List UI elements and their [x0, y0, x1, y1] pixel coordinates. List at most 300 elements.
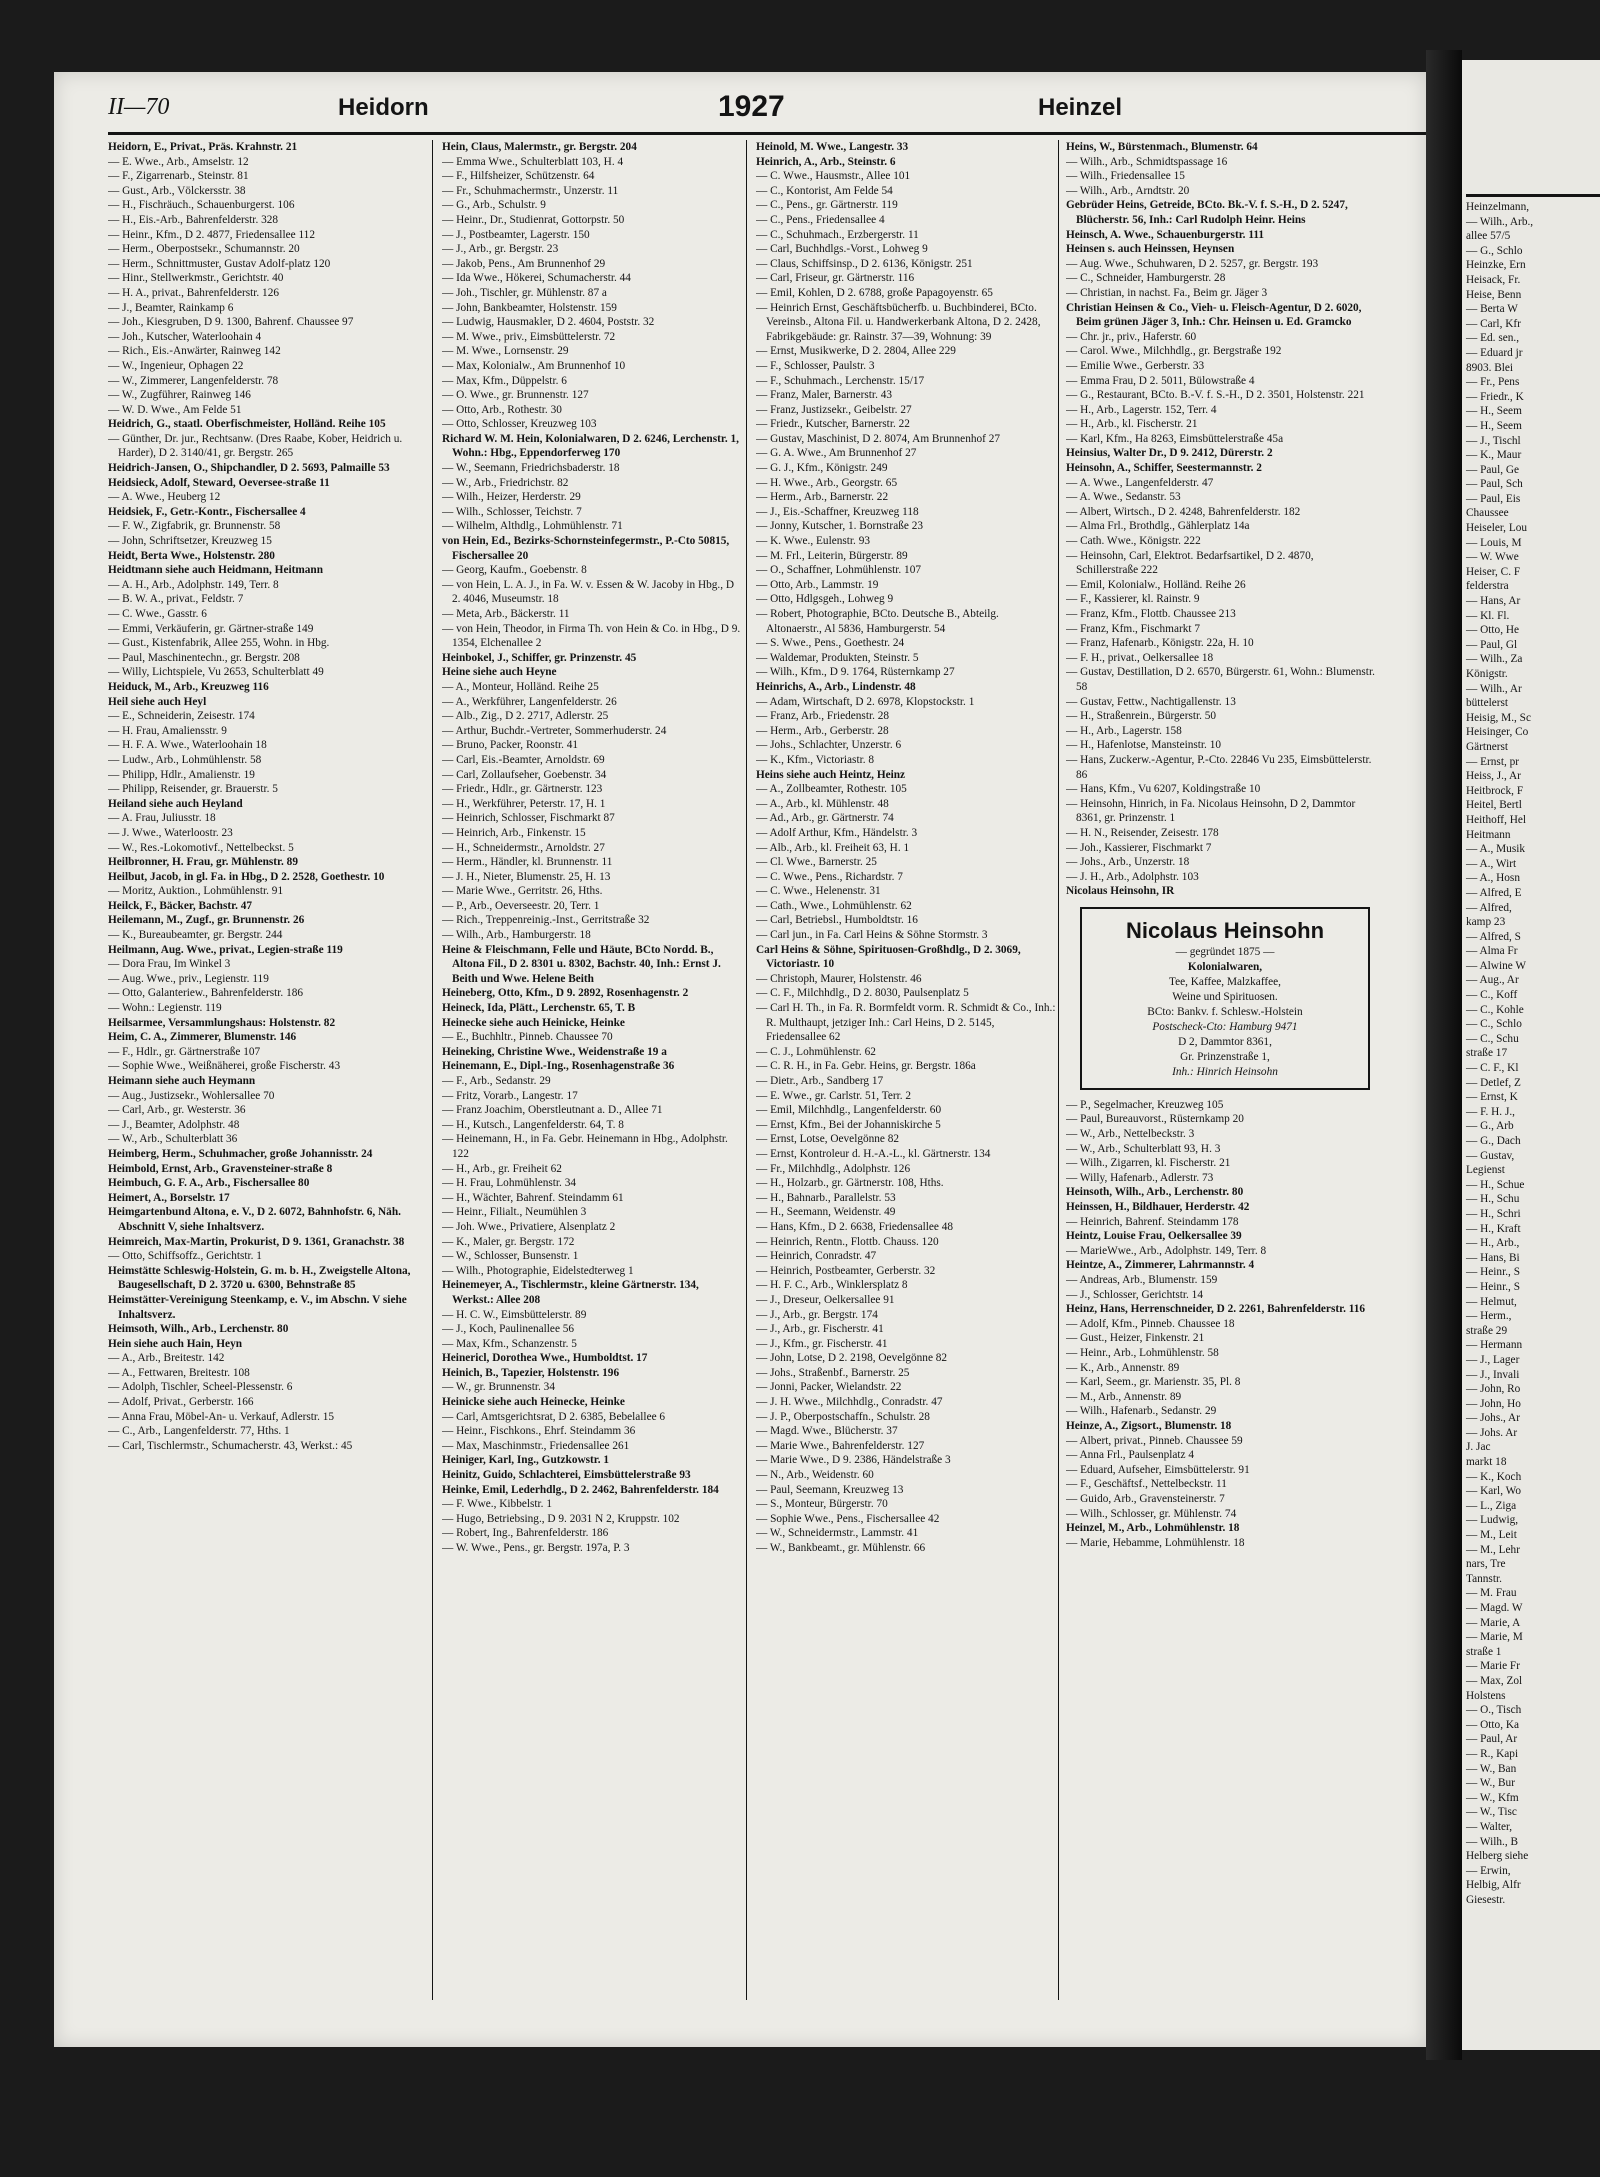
directory-entry: — Johs., Schlachter, Unzerstr. 6 — [756, 739, 902, 752]
directory-entry: — Franz, Kfm., Fischmarkt 7 — [1066, 622, 1200, 635]
advertisement-title: Nicolaus Heinsohn — [1125, 917, 1325, 943]
directory-entry: — W., Seemann, Friedrichsbaderstr. 18 — [442, 462, 620, 475]
first-name-on-page: Heidorn — [338, 94, 429, 121]
directory-entry: — H., Arb., Lagerstr. 158 — [1066, 724, 1182, 737]
directory-entry: — Willy, Hafenarb., Adlerstr. 73 — [1066, 1171, 1214, 1184]
directory-entry: Heimreich, Max-Martin, Prokurist, D 9. 1361, Granachstr. 38 — [108, 1235, 405, 1248]
next-page-entry: — W., Bur — [1466, 1777, 1515, 1790]
directory-entry: — C., Arb., Langenfelderstr. 77, Hths. 1 — [108, 1425, 290, 1438]
directory-entry: Heimstätte Schleswig-Holstein, G. m. b. H., Zweigstelle Altona, Baugesellschaft, D 2. 3720 u. 6300, Behnstraße 85 — [108, 1264, 411, 1292]
directory-entry: — Robert, Ing., Bahrenfelderstr. 186 — [442, 1527, 609, 1540]
directory-entry: — Max, Maschinmstr., Friedensallee 261 — [442, 1439, 630, 1452]
next-page-entry: — J., Invali — [1466, 1368, 1520, 1381]
next-page-entry: — Herm., — [1466, 1310, 1512, 1323]
directory-entry: Heim, C. A., Zimmerer, Blumenstr. 146 — [108, 1031, 297, 1044]
next-page-entry: — A., Hosn — [1466, 872, 1520, 885]
directory-entry: — Emma Frau, D 2. 5011, Bülowstraße 4 — [1066, 374, 1255, 387]
directory-entry: — W., Zimmerer, Langenfelderstr. 78 — [108, 374, 279, 387]
directory-entry: — J. Wwe., Waterloostr. 23 — [108, 826, 233, 839]
next-page-entry: — W., Tisc — [1466, 1806, 1517, 1819]
next-page-entry: 8903. Blei — [1466, 361, 1514, 374]
next-page-entries — [1466, 200, 1600, 1907]
directory-entry: Heiniger, Karl, Ing., Gutzkowstr. 1 — [442, 1454, 610, 1467]
directory-entry: — Robert, Photographie, BCto. Deutsche B., Abteilg. Altonaerstr., Al 5836, Hamburgerstr. 54 — [756, 608, 999, 635]
next-page-entry: — Paul, Ge — [1466, 463, 1520, 476]
next-page-entry: — Johs. Ar — [1466, 1426, 1518, 1439]
directory-entry: — A. Wwe., Sedanstr. 53 — [1066, 491, 1181, 504]
directory-entry: — Carl, Friseur, gr. Gärtnerstr. 116 — [756, 272, 915, 285]
directory-entry: — Adam, Wirtschaft, D 2. 6978, Klopstockstr. 1 — [756, 695, 975, 708]
directory-entry: Hein siehe auch Hain, Heyn — [108, 1337, 243, 1350]
directory-entry: — W. D. Wwe., Am Felde 51 — [108, 403, 242, 416]
directory-entry: — Otto, Schlosser, Kreuzweg 103 — [442, 418, 597, 431]
directory-entry: Carl Heins & Söhne, Spirituosen-Großhdlg., D 2. 3069, Victoriastr. 10 — [756, 943, 1021, 971]
next-page-entry: — O., Tisch — [1466, 1704, 1522, 1717]
next-page-entry: — Alma Fr — [1466, 945, 1518, 958]
directory-entry: Heidt, Berta Wwe., Holstenstr. 280 — [108, 549, 275, 562]
directory-entry: Heinitz, Guido, Schlachterei, Eimsbüttelerstraße 93 — [442, 1469, 691, 1482]
directory-entry: — Max, Kfm., Düppelstr. 6 — [442, 374, 567, 387]
directory-entry: — E., Buchhltr., Pinneb. Chaussee 70 — [442, 1031, 613, 1044]
next-page-entry: — M., Lehr — [1466, 1543, 1520, 1556]
next-page-entry: — Carl, Kfr — [1466, 317, 1521, 330]
advertisement-line: Gr. Prinzenstraße 1, — [1180, 1050, 1270, 1063]
directory-entry: — J., Arb., gr. Bergstr. 23 — [442, 243, 559, 256]
next-page-entry: — H., Schu — [1466, 1193, 1520, 1206]
directory-entry: — Franz, Arb., Friedenstr. 28 — [756, 710, 890, 723]
directory-entry: — Heinrich, Rentn., Flottb. Chauss. 120 — [756, 1235, 939, 1248]
directory-entry: Heinsohn, A., Schiffer, Seestermannstr. 2 — [1066, 462, 1262, 475]
next-page-entry: Helberg siehe — [1466, 1850, 1529, 1863]
directory-entry: Heins siehe auch Heintz, Heinz — [756, 768, 906, 781]
directory-entry: — Philipp, Hdlr., Amalienstr. 19 — [108, 768, 255, 781]
directory-entry: — H. N., Reisender, Zeisestr. 178 — [1066, 826, 1219, 839]
directory-entry: Heine siehe auch Heyne — [442, 666, 557, 679]
directory-entry: — Marie Wwe., Bahrenfelderstr. 127 — [756, 1439, 925, 1452]
next-page-entry: — Wilh., B — [1466, 1835, 1519, 1848]
next-page-entry: — Alwine W — [1466, 959, 1527, 972]
directory-entry: Heiland siehe auch Heyland — [108, 797, 243, 810]
directory-entry: Heimsoth, Wilh., Arb., Lerchenstr. 80 — [108, 1323, 289, 1336]
directory-entry: — Dora Frau, Im Winkel 3 — [108, 958, 231, 971]
directory-entry: — Carl, Betriebsl., Humboldtstr. 16 — [756, 914, 918, 927]
advertisement-line: Kolonialwaren, — [1187, 960, 1263, 973]
directory-entry: — J. H., Nieter, Blumenstr. 25, H. 13 — [442, 870, 611, 883]
next-page-entry: — Berta W — [1466, 303, 1518, 316]
next-page-entry: Heiser, C. F — [1466, 565, 1521, 578]
directory-entry: — Emmi, Verkäuferin, gr. Gärtner-straße 149 — [108, 622, 314, 635]
next-page-entry: — H., Schue — [1466, 1178, 1525, 1191]
directory-entry: Heinssen, H., Bildhauer, Herderstr. 42 — [1066, 1201, 1250, 1214]
directory-entry: — Marie Wwe., D 9. 2386, Händelstraße 3 — [756, 1454, 951, 1467]
directory-entry: — Joh., Kiesgruben, D 9. 1300, Bahrenf. Chaussee 97 — [108, 316, 354, 329]
directory-entry: — Albert, privat., Pinneb. Chaussee 59 — [1066, 1434, 1243, 1447]
directory-entry: — O. Wwe., gr. Brunnenstr. 127 — [442, 389, 589, 402]
directory-entry: — Heinrich, Bahrenf. Steindamm 178 — [1066, 1215, 1239, 1228]
directory-entry: — Carl, Tischlermstr., Schumacherstr. 43, Werkst.: 45 — [108, 1439, 353, 1452]
next-page-entry: kamp 23 — [1466, 916, 1506, 929]
directory-entry: — H., Straßenrein., Bürgerstr. 50 — [1066, 710, 1217, 723]
directory-entry: — Wilh., Heizer, Herderstr. 29 — [442, 491, 581, 504]
directory-entry: — Otto, Schiffsoffz., Gerichtstr. 1 — [108, 1250, 262, 1263]
next-page-entry: — John, Ro — [1466, 1383, 1521, 1396]
directory-entry: Heineberg, Otto, Kfm., D 9. 2892, Rosenhagenstr. 2 — [442, 987, 689, 1000]
directory-entry: — O., Schaffner, Lohmühlenstr. 107 — [756, 564, 922, 577]
next-page-entry: nars, Tre — [1466, 1558, 1506, 1571]
directory-entry: — H. A., privat., Bahrenfelderstr. 126 — [108, 286, 279, 299]
directory-entry: — M., Arb., Annenstr. 89 — [1066, 1390, 1182, 1403]
directory-entry: — Christoph, Maurer, Holstenstr. 46 — [756, 972, 922, 985]
next-page-entry: — Alfred, E — [1466, 886, 1522, 899]
directory-entry: — Franz, Justizsekr., Geibelstr. 27 — [756, 403, 912, 416]
directory-entry: Heinemeyer, A., Tischlermstr., kleine Gärtnerstr. 134, Werkst.: Allee 208 — [442, 1279, 699, 1306]
directory-entry: Heinich, B., Tapezier, Holstenstr. 196 — [442, 1366, 620, 1379]
next-page-entry: büttelerst — [1466, 697, 1509, 710]
next-page-entry: Heitel, Bertl — [1466, 799, 1522, 812]
directory-entry: — H., Bahnarb., Parallelstr. 53 — [756, 1191, 896, 1204]
directory-entry: — J., Beamter, Rainkamp 6 — [108, 301, 234, 314]
directory-entry: — von Hein, L. A. J., in Fa. W. v. Essen & W. Jacoby in Hbg., D 2. 4046, Museumstr. 18 — [442, 578, 735, 606]
directory-entry: — Adolf, Privat., Gerberstr. 166 — [108, 1396, 254, 1409]
directory-entry: — C., Schneider, Hamburgerstr. 28 — [1066, 272, 1226, 285]
directory-entry: Heins, W., Bürstenmach., Blumenstr. 64 — [1066, 141, 1258, 153]
directory-entry: — W., Schneidermstr., Lammstr. 41 — [756, 1527, 919, 1540]
directory-entry: Heidorn, E., Privat., Präs. Krahnstr. 21 — [108, 141, 298, 153]
directory-entry: — G., Restaurant, BCto. B.-V. f. S.-H., D 2. 3501, Holstenstr. 221 — [1066, 389, 1365, 402]
advertisement-line: BCto: Bankv. f. Schlesw.-Holstein — [1147, 1005, 1303, 1018]
directory-entry: — Jakob, Pens., Am Brunnenhof 29 — [442, 257, 606, 270]
directory-entry: — G. A. Wwe., Am Brunnenhof 27 — [756, 447, 917, 460]
directory-entry: — A. Wwe., Heuberg 12 — [108, 491, 221, 504]
directory-entry: — W., Bankbeamt., gr. Mühlenstr. 66 — [756, 1542, 926, 1554]
directory-entry: — C. F., Milchhdlg., D 2. 8030, Paulsenplatz 5 — [756, 987, 969, 1000]
directory-entry: — Carl, Zollaufseher, Goebenstr. 34 — [442, 768, 607, 781]
directory-entry: — H. F. A. Wwe., Waterloohain 18 — [108, 739, 267, 752]
directory-entry: — W., Arb., Friedrichstr. 82 — [442, 476, 569, 489]
directory-entry: Heidtmann siehe auch Heidmann, Heitmann — [108, 564, 323, 577]
directory-entry: — J., Beamter, Adolphstr. 48 — [108, 1118, 240, 1131]
directory-entry: — H., Hafenlotse, Mansteinstr. 10 — [1066, 739, 1221, 752]
directory-entry: — Gust., Kistenfabrik, Allee 255, Wohn. in Hbg. — [108, 637, 330, 650]
next-page-entry: — A., Musik — [1466, 843, 1526, 856]
next-page-entry: Heisig, M., Sc — [1466, 711, 1531, 724]
directory-entry: — Otto, Hdlgsgeh., Lohweg 9 — [756, 593, 894, 606]
next-page-entry: — J., Tischl — [1466, 434, 1521, 447]
directory-entry: Nicolaus Heinsohn, IR — [1066, 885, 1175, 898]
next-page-entry: — K., Maur — [1466, 449, 1522, 462]
directory-entry: — Heinsohn, Carl, Elektrot. Bedarfsartikel, D 2. 4870, Schillerstraße 222 — [1066, 549, 1314, 577]
next-page-entry: Giesestr. — [1466, 1893, 1506, 1906]
directory-entry: — Heinrich, Conradstr. 47 — [756, 1250, 877, 1263]
directory-entry: — J., Dreseur, Oelkersallee 91 — [756, 1293, 895, 1306]
next-page-entry: Heiseler, Lou — [1466, 522, 1528, 535]
next-page-entry: — L., Ziga — [1466, 1499, 1517, 1512]
directory-entry: Heinze, A., Zigsort., Blumenstr. 18 — [1066, 1419, 1232, 1432]
directory-entry: — Joh., Kassierer, Fischmarkt 7 — [1066, 841, 1212, 854]
next-page-entry: — Wilh., Za — [1466, 653, 1523, 666]
directory-entry: — E., Schneiderin, Zeisestr. 174 — [108, 710, 255, 723]
directory-entry: Heimbuch, G. F. A., Arb., Fischersallee 80 — [108, 1177, 310, 1190]
directory-entry: — C. R. H., in Fa. Gebr. Heins, gr. Bergstr. 186a — [756, 1060, 976, 1073]
next-page-entry: — Walter, — [1466, 1820, 1513, 1833]
directory-entry: — Gustav, Fettw., Nachtigallenstr. 13 — [1066, 695, 1236, 708]
directory-entry: Heinsen s. auch Heinssen, Heynsen — [1066, 243, 1235, 256]
next-page-entry: Gärtnerst — [1466, 740, 1509, 753]
directory-entry: Christian Heinsen & Co., Vieh- u. Fleisch-Agentur, D 2. 6020, Beim grünen Jäger 3, Inh.: Chr. Heinsen u. Ed. Gramcko — [1066, 301, 1362, 329]
next-page-entry: straße 17 — [1466, 1047, 1508, 1060]
next-page-entry: — W. Wwe — [1466, 551, 1519, 564]
directory-entry: — Heinr., Fischkons., Ehrf. Steindamm 36 — [442, 1425, 636, 1438]
directory-entry: Heinsch, A. Wwe., Schauenburgerstr. 111 — [1066, 228, 1265, 241]
next-page-entry: — Gustav, — [1466, 1149, 1515, 1162]
directory-column-3 — [756, 140, 1056, 2000]
directory-entry: — Franz Joachim, Oberstleutnant a. D., Allee 71 — [442, 1104, 663, 1117]
directory-entry: — Arthur, Buchdr.-Vertreter, Sommerhuderstr. 24 — [442, 724, 667, 737]
directory-entry: — Alb., Arb., kl. Freiheit 63, H. 1 — [756, 841, 910, 854]
directory-entry: — K. Wwe., Eulenstr. 93 — [756, 535, 871, 548]
directory-entry: — Wilh., Friedensallee 15 — [1066, 170, 1185, 183]
directory-entry: — W., Arb., Schulterblatt 93, H. 3 — [1066, 1142, 1221, 1155]
directory-entry: — J. H., Arb., Adolphstr. 103 — [1066, 870, 1199, 883]
next-page-entry: — C., Koff — [1466, 989, 1518, 1002]
next-page-entry: — Ernst, K — [1466, 1091, 1518, 1104]
next-page-entry: — Fr., Pens — [1466, 376, 1520, 389]
next-page-entry: — Heinr., S — [1466, 1280, 1520, 1293]
directory-entry: Gebrüder Heins, Getreide, BCto. Bk.-V. f. S.-H., D 2. 5247, Blücherstr. 56, Inh.: Carl Rudolph Heinr. Heins — [1066, 199, 1348, 226]
directory-entry: — Wilh., Zigarren, kl. Fischerstr. 21 — [1066, 1157, 1231, 1170]
next-page-entry: — Erwin, — [1466, 1864, 1511, 1877]
directory-entry: — A., Monteur, Holländ. Reihe 25 — [442, 680, 599, 693]
next-page-header-rule — [1466, 194, 1600, 197]
directory-entry: — Günther, Dr. jur., Rechtsanw. (Dres Raabe, Kober, Heidrich u. Harder), D 2. 3140/41, gr. Bergstr. 265 — [108, 432, 403, 460]
next-page-entry: — Johs., Ar — [1466, 1412, 1520, 1425]
directory-entry: — Friedr., Hdlr., gr. Gärtnerstr. 123 — [442, 783, 603, 796]
directory-column-1 — [108, 140, 416, 2000]
directory-entry: — N., Arb., Weidenstr. 60 — [756, 1469, 874, 1482]
directory-entry: — F., Hdlr., gr. Gärtnerstraße 107 — [108, 1045, 261, 1058]
next-page-entry: — Eduard jr — [1466, 346, 1523, 359]
last-name-on-page: Heinzel — [1038, 94, 1123, 121]
directory-entry: — Adolf Arthur, Kfm., Händelstr. 3 — [756, 826, 918, 839]
directory-entry: — W., Arb., Nettelbeckstr. 3 — [1066, 1128, 1195, 1141]
directory-entry: — J. P., Oberpostschaffn., Schulstr. 28 — [756, 1410, 930, 1423]
next-page-entry: Heitmann — [1466, 828, 1511, 841]
next-page-entry: — Friedr., K — [1466, 390, 1524, 403]
directory-entry: — Alma Frl., Brothdlg., Gählerplatz 14a — [1066, 520, 1250, 533]
directory-entry: — Joh., Tischler, gr. Mühlenstr. 87 a — [442, 286, 607, 299]
directory-entry: — A., Zollbeamter, Rothestr. 105 — [756, 783, 907, 796]
directory-entry: Heinrichs, A., Arb., Lindenstr. 48 — [756, 680, 916, 693]
directory-entry: — Claus, Schiffsinsp., D 2. 6136, Königstr. 251 — [756, 257, 973, 270]
book-spine — [1426, 50, 1462, 2060]
directory-entry: — Waldemar, Produkten, Steinstr. 5 — [756, 651, 919, 664]
directory-entry: Heimann siehe auch Heymann — [108, 1075, 256, 1087]
directory-entry: — K., Maler, gr. Bergstr. 172 — [442, 1235, 575, 1248]
directory-entry: — A. Wwe., Langenfelderstr. 47 — [1066, 476, 1214, 489]
directory-entry: — Karl, Kfm., Ha 8263, Eimsbüttelerstraße 45a — [1066, 432, 1284, 445]
directory-entry: — Karl, Seem., gr. Marienstr. 35, Pl. 8 — [1066, 1376, 1241, 1389]
directory-entry: — H. Frau, Amaliensstr. 9 — [108, 724, 227, 737]
directory-entry: — Herm., Händler, kl. Brunnenstr. 11 — [442, 856, 613, 869]
directory-entry: — Emma Wwe., Schulterblatt 103, H. 4 — [442, 155, 624, 168]
directory-entry: — Jonni, Packer, Wielandstr. 22 — [756, 1381, 902, 1394]
directory-entry: — Anna Frau, Möbel-An- u. Verkauf, Adlerstr. 15 — [108, 1410, 335, 1423]
directory-entry: — W., gr. Brunnenstr. 34 — [442, 1381, 555, 1394]
directory-entry: — Friedr., Kutscher, Barnerstr. 22 — [756, 418, 910, 431]
directory-entry: Heintze, A., Zimmerer, Lahrmannstr. 4 — [1066, 1259, 1255, 1272]
directory-entry: — Heinrich, Schlosser, Fischmarkt 87 — [442, 812, 615, 825]
next-page-entry: Heithoff, Hel — [1466, 813, 1527, 826]
directory-entry: Heimert, A., Borselstr. 17 — [108, 1191, 230, 1204]
directory-entry: — F. W., Zigfabrik, gr. Brunnenstr. 58 — [108, 520, 281, 533]
directory-entry: — John, Lotse, D 2. 2198, Oevelgönne 82 — [756, 1352, 948, 1365]
directory-entry: — Gustav, Maschinist, D 2. 8074, Am Brunnenhof 27 — [756, 432, 1001, 445]
directory-entry: Heinsoth, Wilh., Arb., Lerchenstr. 80 — [1066, 1186, 1244, 1199]
directory-entry: Heilsarmee, Versammlungshaus: Holstenstr. 82 — [108, 1016, 336, 1029]
next-page-entry: — F. H. J., — [1466, 1105, 1515, 1118]
next-page-entry: — Paul, Eis — [1466, 492, 1521, 505]
directory-entry: Richard W. M. Hein, Kolonialwaren, D 2. 6246, Lerchenstr. 1, Wohn.: Hbg., Eppendorferweg 170 — [442, 432, 739, 460]
directory-entry: — C., Pens., Friedensallee 4 — [756, 213, 885, 226]
directory-entry: — Wilh., Kfm., D 9. 1764, Rüsternkamp 27 — [756, 666, 955, 679]
directory-entry: — C. J., Lohmühlenstr. 62 — [756, 1045, 876, 1058]
directory-entry: Heinz, Hans, Herrenschneider, D 2. 2261, Bahrenfelderstr. 116 — [1066, 1303, 1366, 1316]
directory-entry: — Chr. jr., priv., Haferstr. 60 — [1066, 330, 1197, 343]
directory-entry: — Carl, Eis.-Beamter, Arnoldstr. 69 — [442, 753, 605, 766]
directory-entry: — Otto, Arb., Rothestr. 30 — [442, 403, 562, 416]
directory-entry: Heine & Fleischmann, Felle und Häute, BCto Nordd. B., Altona Fil., D 2. 8301 u. 8302, Bachstr. 40, Inh.: Ernst J. Beith und Wwe. Helene Beith — [442, 943, 721, 985]
directory-entry: — Fr., Milchhdlg., Adolphstr. 126 — [756, 1162, 911, 1175]
next-page-entry: — W., Kfm — [1466, 1791, 1519, 1804]
directory-entry: — Heinr., Kfm., D 2. 4877, Friedensallee 112 — [108, 228, 315, 241]
next-page-entry: Heisinger, Co — [1466, 726, 1529, 739]
directory-entry: — Heinrich, Arb., Finkenstr. 15 — [442, 826, 586, 839]
next-page-entry: felderstra — [1466, 580, 1509, 593]
directory-entry: — M. Wwe., priv., Eimsbüttelerstr. 72 — [442, 330, 616, 343]
directory-entry: — Hans, Kfm., Vu 6207, Koldingstraße 10 — [1066, 783, 1261, 796]
directory-entry: — Ernst, Lotse, Oevelgönne 82 — [756, 1133, 900, 1146]
next-page-entry: — Max, Zol — [1466, 1674, 1523, 1687]
directory-entry: — Wilh., Photographie, Eidelstedterweg 1 — [442, 1264, 634, 1277]
directory-entry: — W., Zugführer, Rainweg 146 — [108, 389, 251, 402]
next-page-entry: — Paul, Sch — [1466, 478, 1523, 491]
directory-entry: Heimberg, Herm., Schuhmacher, große Johannisstr. 24 — [108, 1147, 373, 1160]
directory-entry: Heimstätter-Vereinigung Steenkamp, e. V., im Abschn. V siehe Inhaltsverz. — [108, 1293, 407, 1321]
next-page-entry: — G., Dach — [1466, 1135, 1521, 1147]
directory-entry: — Marie Wwe., Gerritstr. 26, Hths. — [442, 885, 603, 898]
directory-entry: — Heinsohn, Hinrich, in Fa. Nicolaus Heinsohn, D 2, Dammtor 8361, gr. Prinzenstr. 1 — [1066, 797, 1356, 825]
directory-entry: — G. J., Kfm., Königstr. 249 — [756, 462, 888, 475]
directory-entry: — H., Werkführer, Peterstr. 17, H. 1 — [442, 797, 606, 810]
directory-entry: — P., Segelmacher, Kreuzweg 105 — [1066, 1098, 1224, 1111]
next-page-entry: — Hans, Ar — [1466, 595, 1521, 608]
next-page-entry: — Otto, He — [1466, 624, 1520, 637]
next-page-entry: Legienst — [1466, 1164, 1505, 1177]
next-page-entry: — Paul, Gl — [1466, 638, 1518, 651]
next-page-entry: — Marie, A — [1466, 1616, 1521, 1629]
directory-entry: — M. Frl., Leiterin, Bürgerstr. 89 — [756, 549, 908, 562]
directory-entry: — Heinr., Dr., Studienrat, Gottorpstr. 50 — [442, 213, 625, 226]
next-page-entry: Heinzelmann, — [1466, 201, 1530, 213]
directory-entry: — F., Hilfsheizer, Schützenstr. 64 — [442, 170, 595, 183]
directory-year: 1927 — [718, 90, 785, 123]
directory-entry: — Christian, in nachst. Fa., Beim gr. Jäger 3 — [1066, 286, 1268, 299]
directory-entry: — Franz, Kfm., Flottb. Chaussee 213 — [1066, 608, 1236, 620]
directory-entry: — E. Wwe., gr. Carlstr. 51, Terr. 2 — [756, 1089, 912, 1102]
directory-entry: — Wilh., Arb., Arndtstr. 20 — [1066, 184, 1190, 197]
directory-entry: — H. C. W., Eimsbüttelerstr. 89 — [442, 1308, 587, 1321]
next-page-entry: — Kl. Fl. — [1466, 609, 1510, 622]
directory-entry: — Aug., Justizsekr., Wohlersallee 70 — [108, 1089, 275, 1102]
directory-entry: — Emil, Kolonialw., Holländ. Reihe 26 — [1066, 578, 1246, 591]
directory-entry: Heinemann, E., Dipl.-Ing., Rosenhagenstraße 36 — [442, 1060, 675, 1073]
directory-entry: — Eduard, Aufseher, Eimsbüttelerstr. 91 — [1066, 1463, 1250, 1476]
directory-entry: — Heinrich Ernst, Geschäftsbücherfb. u. Buchbinderei, BCto. Vereinsb., Altona Fil. u. Handwerkerbank Altona, D 2. 2428, Fabrikgebäude: gr. Rainstr. 37—39, Wohnung: 39 — [756, 301, 1041, 343]
next-page-entry: — Ernst, pr — [1466, 755, 1520, 768]
directory-entry: — J., Kfm., gr. Fischerstr. 41 — [756, 1337, 888, 1350]
directory-entry: Heinbokel, J., Schiffer, gr. Prinzenstr. 45 — [442, 651, 637, 664]
next-page-entry: — A., Wirt — [1466, 857, 1517, 870]
directory-entry: — Cath. Wwe., Königstr. 222 — [1066, 535, 1201, 548]
next-page-entry: — Hermann — [1466, 1339, 1523, 1352]
directory-entry: — Aug. Wwe., Schuhwaren, D 2. 5257, gr. Bergstr. 193 — [1066, 257, 1319, 270]
directory-entry: — Aug. Wwe., priv., Legienstr. 119 — [108, 972, 269, 985]
directory-entry: — Fr., Schuhmachermstr., Unzerstr. 11 — [442, 184, 619, 197]
directory-entry: — Wilhelm, Althdlg., Lohmühlenstr. 71 — [442, 520, 623, 533]
directory-entry: — Ludwig, Hausmakler, D 2. 4604, Poststr. 32 — [442, 316, 655, 329]
directory-entry: — Ludw., Arb., Lohmühlenstr. 58 — [108, 753, 262, 766]
directory-entry: — Hugo, Betriebsing., D 9. 2031 N 2, Kruppstr. 102 — [442, 1512, 680, 1525]
directory-entry: Heilbut, Jacob, in gl. Fa. in Hbg., D 2. 2528, Goethestr. 10 — [108, 870, 385, 883]
directory-entry: — J., Koch, Paulinenallee 56 — [442, 1323, 575, 1336]
directory-entry: — Hans, Zuckerw.-Agentur, P.-Cto. 22846 Vu 235, Eimsbüttelerstr. 86 — [1066, 753, 1372, 781]
directory-entry: — Herm., Oberpostsekr., Schumannstr. 20 — [108, 243, 300, 256]
directory-entry: Heinicke siehe auch Heinecke, Heinke — [442, 1396, 625, 1409]
next-page-entry: — C. F., Kl — [1466, 1062, 1519, 1075]
next-page-entry: allee 57/5 — [1466, 230, 1511, 243]
directory-entry: — J., Postbeamter, Lagerstr. 150 — [442, 228, 590, 241]
next-page-entry: — W., Ban — [1466, 1762, 1517, 1775]
directory-entry: Heidrich-Jansen, O., Shipchandler, D 2. 5693, Palmaille 53 — [108, 462, 390, 475]
next-page-entry: — Alfred, — [1466, 901, 1512, 914]
directory-entry: Heimbold, Ernst, Arb., Gravensteiner-straße 8 — [108, 1162, 333, 1175]
directory-entry: Heineck, Ida, Plätt., Lerchenstr. 65, T. B — [442, 1002, 636, 1015]
directory-entry: — Paul, Bureauvorst., Rüsternkamp 20 — [1066, 1113, 1244, 1126]
directory-entry: — A. Frau, Juliusstr. 18 — [108, 812, 216, 825]
directory-entry: — H., Schneidermstr., Arnoldstr. 27 — [442, 841, 605, 854]
directory-entry: — Ernst, Kfm., Bei der Johanniskirche 5 — [756, 1118, 941, 1131]
next-page-entry: Heise, Benn — [1466, 288, 1522, 301]
directory-entry: — John, Bankbeamter, Holstenstr. 159 — [442, 301, 617, 314]
directory-entry: — Emilie Wwe., Gerberstr. 33 — [1066, 359, 1205, 372]
directory-entry: — F., Zigarrenarb., Steinstr. 81 — [108, 170, 249, 183]
next-page-entry: — Marie, M — [1466, 1631, 1523, 1644]
directory-entry: Heidrich, G., staatl. Oberfischmeister, Holländ. Reihe 105 — [108, 418, 386, 431]
directory-entry: — F., Schuhmach., Lerchenstr. 15/17 — [756, 374, 925, 387]
next-page-entry: — H., Seem — [1466, 419, 1522, 432]
directory-entry: — Dietr., Arb., Sandberg 17 — [756, 1075, 884, 1087]
directory-entry: Heidsiek, F., Getr.-Kontr., Fischersallee 4 — [108, 505, 306, 518]
directory-entry: — A., Fettwaren, Breitestr. 108 — [108, 1366, 250, 1379]
directory-entry: — Johs., Straßenbf., Barnerstr. 25 — [756, 1366, 910, 1379]
column-separator — [432, 140, 433, 2000]
directory-entry: — Gust., Arb., Völckersstr. 38 — [108, 184, 246, 197]
directory-entry: — Herm., Schnittmuster, Gustav Adolf-platz 120 — [108, 257, 331, 270]
directory-entry: — C. Wwe., Pens., Richardstr. 7 — [756, 870, 903, 883]
directory-entry: — C. Wwe., Gasstr. 6 — [108, 608, 207, 620]
directory-entry: — F., Geschäftsf., Nettelbeckstr. 11 — [1066, 1478, 1227, 1491]
directory-entry: — Ida Wwe., Hökerei, Schumacherstr. 44 — [442, 272, 631, 285]
